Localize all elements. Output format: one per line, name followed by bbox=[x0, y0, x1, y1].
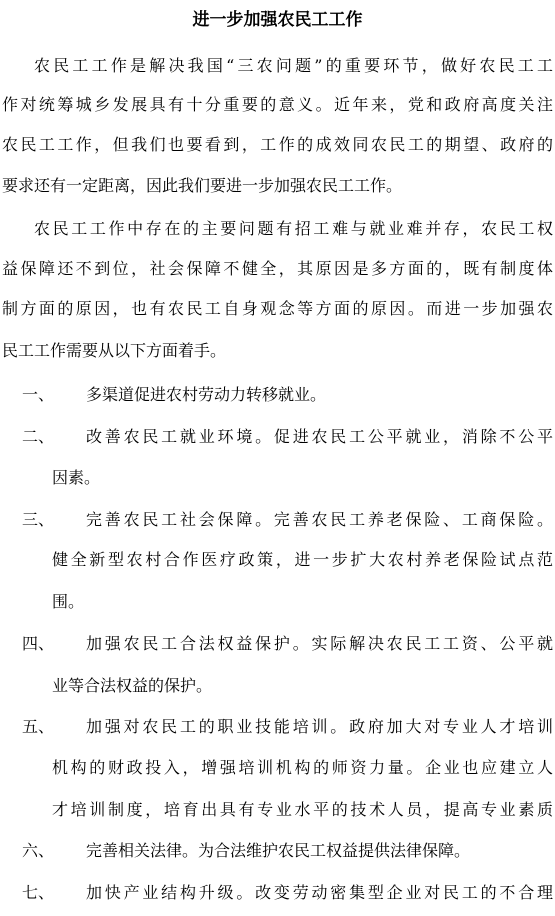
paragraph-2-line-2: 益保障还不到位，社会保障不健全，其原因是多方面的，既有制度体 bbox=[2, 259, 553, 278]
list-item-6-line-1: 完善相关法律。为合法维护农民工权益提供法律保障。 bbox=[86, 841, 471, 860]
list-item-3-number: 三、 bbox=[22, 510, 55, 529]
list-item-2-number: 二、 bbox=[22, 427, 55, 446]
list-item-7-number: 七、 bbox=[22, 883, 55, 902]
list-item-4-line-1: 加强农民工合法权益保护。实际解决农民工工资、公平就 bbox=[86, 634, 553, 653]
paragraph-1-line-2: 作对统筹城乡发展具有十分重要的意义。近年来，党和政府高度关注 bbox=[2, 95, 553, 114]
paragraph-1-line-4: 要求还有一定距离，因此我们要进一步加强农民工工作。 bbox=[2, 176, 403, 195]
list-item-5-line-2: 机构的财政投入，增强培训机构的师资力量。企业也应建立人 bbox=[52, 758, 553, 777]
paragraph-1-line-1: 农民工工作是解决我国“三农问题”的重要环节，做好农民工工 bbox=[34, 56, 553, 75]
list-item-2-line-2: 因素。 bbox=[52, 468, 101, 487]
list-item-6-number: 六、 bbox=[22, 841, 55, 860]
list-item-5-line-1: 加强对农民工的职业技能培训。政府加大对专业人才培训 bbox=[86, 717, 553, 736]
list-item-2-line-1: 改善农民工就业环境。促进农民工公平就业，消除不公平 bbox=[86, 427, 553, 446]
list-item-3-line-2: 健全新型农村合作医疗政策，进一步扩大农村养老保险试点范 bbox=[52, 550, 553, 569]
list-item-3-line-3: 围。 bbox=[52, 592, 85, 611]
list-item-5-line-3: 才培训制度，培育出具有专业水平的技术人员，提高专业素质 bbox=[52, 800, 553, 819]
paragraph-2-line-1: 农民工工作中存在的主要问题有招工难与就业难并存，农民工权 bbox=[34, 219, 553, 238]
paragraph-1-line-3: 农民工工作，但我们也要看到，工作的成效同农民工的期望、政府的 bbox=[2, 135, 553, 154]
list-item-1-number: 一、 bbox=[22, 385, 55, 404]
document-title: 进一步加强农民工工作 bbox=[192, 10, 363, 30]
list-item-4-number: 四、 bbox=[22, 634, 55, 653]
list-item-7-line-1: 加快产业结构升级。改变劳动密集型企业对民工的不合理 bbox=[86, 883, 553, 902]
list-item-3-line-1: 完善农民工社会保障。完善农民工养老保险、工商保险。 bbox=[86, 510, 553, 529]
list-item-5-number: 五、 bbox=[22, 717, 55, 736]
list-item-1-line-1: 多渠道促进农村劳动力转移就业。 bbox=[86, 385, 327, 404]
list-item-4-line-2: 业等合法权益的保护。 bbox=[52, 676, 213, 695]
paragraph-2-line-3: 制方面的原因，也有农民工自身观念等方面的原因。而进一步加强农 bbox=[2, 299, 553, 318]
paragraph-2-line-4: 民工工作需要从以下方面着手。 bbox=[2, 341, 227, 360]
